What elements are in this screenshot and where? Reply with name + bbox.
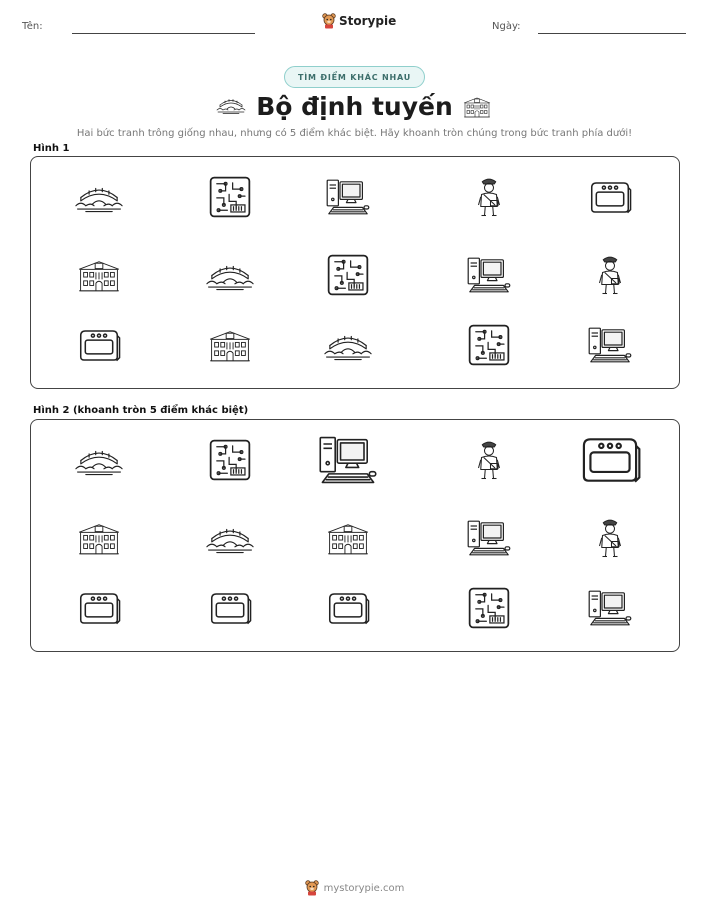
circuit-board-icon[interactable] xyxy=(467,586,511,630)
router-icon[interactable] xyxy=(207,591,253,626)
instructions: Hai bức tranh trông giống nhau, nhưng có 5 điểm khác biệt. Hãy khoanh tròn chúng trong bức tranh phía dưới! xyxy=(76,128,633,139)
postman-icon[interactable] xyxy=(474,175,504,220)
brand-logo xyxy=(322,13,396,29)
bridge-icon[interactable] xyxy=(205,522,255,555)
router-icon[interactable] xyxy=(76,591,122,626)
building-icon[interactable] xyxy=(325,520,371,557)
page-title: Bộ định tuyến xyxy=(256,92,453,121)
bridge-icon[interactable] xyxy=(205,259,255,292)
brand-name: Storypie xyxy=(339,14,397,28)
computer-icon[interactable] xyxy=(465,255,513,295)
bridge-icon[interactable] xyxy=(74,181,124,214)
activity-badge: TÌM ĐIỂM KHÁC NHAU xyxy=(284,66,425,88)
router-icon[interactable] xyxy=(325,591,371,626)
picture1-label: Hình 1 xyxy=(33,143,70,154)
storypie-bear-icon xyxy=(305,880,319,896)
title-building-icon xyxy=(462,95,492,119)
computer-icon[interactable] xyxy=(316,432,380,488)
computer-icon[interactable] xyxy=(465,518,513,558)
name-label: Tên: xyxy=(22,21,43,32)
picture1-panel xyxy=(30,156,680,389)
date-label: Ngày: xyxy=(492,21,521,32)
building-icon[interactable] xyxy=(76,257,122,294)
circuit-board-icon[interactable] xyxy=(467,323,511,367)
circuit-board-icon[interactable] xyxy=(326,253,370,297)
computer-icon[interactable] xyxy=(586,588,634,628)
postman-icon[interactable] xyxy=(595,516,625,561)
computer-icon[interactable] xyxy=(586,325,634,365)
router-icon[interactable] xyxy=(576,435,644,485)
footer-url[interactable]: mystorypie.com xyxy=(323,882,405,894)
router-icon[interactable] xyxy=(587,180,633,215)
router-icon[interactable] xyxy=(76,328,122,363)
circuit-board-icon[interactable] xyxy=(208,175,252,219)
name-line[interactable] xyxy=(72,33,255,34)
bridge-icon[interactable] xyxy=(74,444,124,477)
picture2-panel xyxy=(30,419,680,652)
postman-icon[interactable] xyxy=(595,253,625,298)
storypie-bear-icon xyxy=(322,13,336,29)
postman-icon[interactable] xyxy=(474,438,504,483)
bridge-icon[interactable] xyxy=(323,329,373,362)
building-icon[interactable] xyxy=(76,520,122,557)
building-icon[interactable] xyxy=(207,327,253,364)
picture2-label: Hình 2 (khoanh tròn 5 điểm khác biệt) xyxy=(33,405,249,416)
footer xyxy=(0,880,709,896)
date-line[interactable] xyxy=(538,33,686,34)
computer-icon[interactable] xyxy=(324,177,372,217)
circuit-board-icon[interactable] xyxy=(208,438,252,482)
